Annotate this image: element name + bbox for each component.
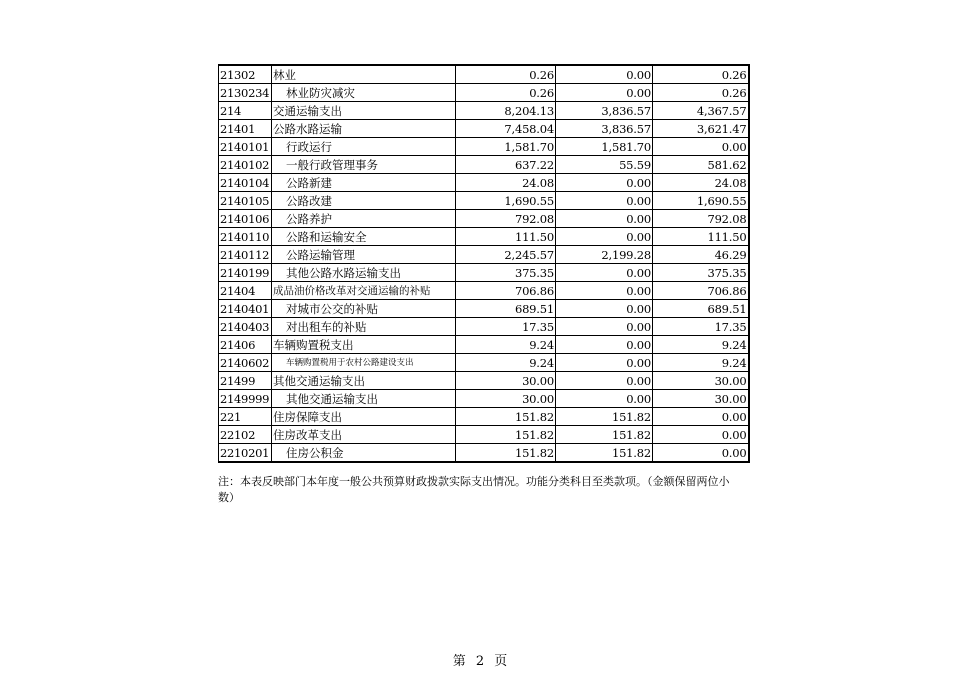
total-amount-cell: 30.00 xyxy=(456,390,556,408)
table-note: 注：本表反映部门本年度一般公共预算财政拨款实际支出情况。功能分类科目至类款项。（金额保留两位小数） xyxy=(218,475,730,504)
table-row xyxy=(219,354,749,372)
basic-expense-cell: 3,836.57 xyxy=(556,102,653,120)
project-expense-cell: 4,367.57 xyxy=(653,102,749,120)
basic-expense-cell: 0.00 xyxy=(556,336,653,354)
project-expense-cell: 17.35 xyxy=(653,318,749,336)
project-expense-cell: 375.35 xyxy=(653,264,749,282)
total-amount-cell: 0.26 xyxy=(456,65,556,84)
subject-code-cell: 21499 xyxy=(219,372,272,390)
project-expense-cell: 1,690.55 xyxy=(653,192,749,210)
project-expense-cell: 9.24 xyxy=(653,336,749,354)
subject-name-cell: 交通运输支出 xyxy=(272,102,456,120)
subject-name-cell: 住房保障支出 xyxy=(272,408,456,426)
subject-code-cell: 2140104 xyxy=(219,174,272,192)
subject-code-cell: 2140106 xyxy=(219,210,272,228)
total-amount-cell: 151.82 xyxy=(456,408,556,426)
project-expense-cell: 111.50 xyxy=(653,228,749,246)
table-row xyxy=(219,102,749,120)
subject-code-cell: 21401 xyxy=(219,120,272,138)
total-amount-cell: 706.86 xyxy=(456,282,556,300)
project-expense-cell: 581.62 xyxy=(653,156,749,174)
subject-name-cell: 其他交通运输支出 xyxy=(272,372,456,390)
project-expense-cell: 689.51 xyxy=(653,300,749,318)
total-amount-cell: 9.24 xyxy=(456,336,556,354)
basic-expense-cell: 2,199.28 xyxy=(556,246,653,264)
basic-expense-cell: 0.00 xyxy=(556,318,653,336)
total-amount-cell: 30.00 xyxy=(456,372,556,390)
basic-expense-cell: 151.82 xyxy=(556,444,653,463)
subject-code-cell: 2130234 xyxy=(219,84,272,102)
subject-code-cell: 2140199 xyxy=(219,264,272,282)
basic-expense-cell: 151.82 xyxy=(556,426,653,444)
subject-code-cell: 2140101 xyxy=(219,138,272,156)
subject-name-cell: 成品油价格改革对交通运输的补贴 xyxy=(272,282,456,300)
table-row xyxy=(219,336,749,354)
subject-name-cell: 公路新建 xyxy=(272,174,456,192)
table-row xyxy=(219,228,749,246)
table-row xyxy=(219,264,749,282)
budget-table xyxy=(218,64,750,463)
table-row xyxy=(219,65,749,84)
subject-name-cell: 公路改建 xyxy=(272,192,456,210)
table-row xyxy=(219,156,749,174)
total-amount-cell: 111.50 xyxy=(456,228,556,246)
total-amount-cell: 7,458.04 xyxy=(456,120,556,138)
subject-name-cell: 对城市公交的补贴 xyxy=(272,300,456,318)
basic-expense-cell: 1,581.70 xyxy=(556,138,653,156)
subject-code-cell: 22102 xyxy=(219,426,272,444)
project-expense-cell: 46.29 xyxy=(653,246,749,264)
subject-name-cell: 住房公积金 xyxy=(272,444,456,463)
project-expense-cell: 30.00 xyxy=(653,372,749,390)
subject-code-cell: 221 xyxy=(219,408,272,426)
subject-name-cell: 一般行政管理事务 xyxy=(272,156,456,174)
subject-code-cell: 21302 xyxy=(219,65,272,84)
subject-name-cell: 公路和运输安全 xyxy=(272,228,456,246)
subject-code-cell: 2140602 xyxy=(219,354,272,372)
basic-expense-cell: 3,836.57 xyxy=(556,120,653,138)
project-expense-cell: 0.26 xyxy=(653,84,749,102)
project-expense-cell: 24.08 xyxy=(653,174,749,192)
page-number-footer xyxy=(0,650,960,669)
total-amount-cell: 151.82 xyxy=(456,426,556,444)
table-row xyxy=(219,174,749,192)
project-expense-cell: 792.08 xyxy=(653,210,749,228)
project-expense-cell: 0.00 xyxy=(653,426,749,444)
subject-code-cell: 214 xyxy=(219,102,272,120)
table-row xyxy=(219,246,749,264)
subject-name-cell: 其他交通运输支出 xyxy=(272,390,456,408)
subject-code-cell: 2140112 xyxy=(219,246,272,264)
subject-name-cell: 林业防灾减灾 xyxy=(272,84,456,102)
table-row xyxy=(219,210,749,228)
table-row xyxy=(219,300,749,318)
total-amount-cell: 375.35 xyxy=(456,264,556,282)
subject-name-cell: 其他公路水路运输支出 xyxy=(272,264,456,282)
subject-name-cell: 住房改革支出 xyxy=(272,426,456,444)
subject-code-cell: 21404 xyxy=(219,282,272,300)
basic-expense-cell: 0.00 xyxy=(556,300,653,318)
table-row xyxy=(219,84,749,102)
project-expense-cell: 0.00 xyxy=(653,408,749,426)
basic-expense-cell: 0.00 xyxy=(556,210,653,228)
total-amount-cell: 8,204.13 xyxy=(456,102,556,120)
subject-name-cell: 车辆购置税用于农村公路建设支出 xyxy=(272,354,456,372)
table-row xyxy=(219,390,749,408)
subject-code-cell: 2140110 xyxy=(219,228,272,246)
page-suffix: 页 xyxy=(494,654,508,669)
project-expense-cell: 3,621.47 xyxy=(653,120,749,138)
project-expense-cell: 0.00 xyxy=(653,138,749,156)
total-amount-cell: 24.08 xyxy=(456,174,556,192)
total-amount-cell: 151.82 xyxy=(456,444,556,463)
subject-code-cell: 2140102 xyxy=(219,156,272,174)
subject-code-cell: 2140403 xyxy=(219,318,272,336)
page-prefix: 第 xyxy=(452,654,466,669)
subject-name-cell: 林业 xyxy=(272,65,456,84)
project-expense-cell: 0.00 xyxy=(653,444,749,463)
table-row xyxy=(219,282,749,300)
total-amount-cell: 9.24 xyxy=(456,354,556,372)
table-row xyxy=(219,426,749,444)
subject-name-cell: 公路水路运输 xyxy=(272,120,456,138)
subject-name-cell: 车辆购置税支出 xyxy=(272,336,456,354)
total-amount-cell: 0.26 xyxy=(456,84,556,102)
basic-expense-cell: 55.59 xyxy=(556,156,653,174)
page-number: 2 xyxy=(475,654,485,669)
subject-name-cell: 公路运输管理 xyxy=(272,246,456,264)
table-row xyxy=(219,318,749,336)
table-body xyxy=(219,65,749,462)
subject-name-cell: 公路养护 xyxy=(272,210,456,228)
subject-name-cell: 对出租车的补贴 xyxy=(272,318,456,336)
table-row xyxy=(219,120,749,138)
basic-expense-cell: 0.00 xyxy=(556,65,653,84)
basic-expense-cell: 0.00 xyxy=(556,174,653,192)
subject-code-cell: 2210201 xyxy=(219,444,272,463)
table-row xyxy=(219,372,749,390)
subject-code-cell: 2149999 xyxy=(219,390,272,408)
basic-expense-cell: 0.00 xyxy=(556,372,653,390)
basic-expense-cell: 0.00 xyxy=(556,84,653,102)
basic-expense-cell: 0.00 xyxy=(556,228,653,246)
total-amount-cell: 1,690.55 xyxy=(456,192,556,210)
basic-expense-cell: 151.82 xyxy=(556,408,653,426)
subject-code-cell: 2140105 xyxy=(219,192,272,210)
basic-expense-cell: 0.00 xyxy=(556,282,653,300)
table-row xyxy=(219,408,749,426)
total-amount-cell: 637.22 xyxy=(456,156,556,174)
subject-code-cell: 21406 xyxy=(219,336,272,354)
basic-expense-cell: 0.00 xyxy=(556,354,653,372)
project-expense-cell: 30.00 xyxy=(653,390,749,408)
basic-expense-cell: 0.00 xyxy=(556,192,653,210)
subject-name-cell: 行政运行 xyxy=(272,138,456,156)
total-amount-cell: 2,245.57 xyxy=(456,246,556,264)
subject-code-cell: 2140401 xyxy=(219,300,272,318)
total-amount-cell: 17.35 xyxy=(456,318,556,336)
project-expense-cell: 9.24 xyxy=(653,354,749,372)
basic-expense-cell: 0.00 xyxy=(556,390,653,408)
table-row xyxy=(219,192,749,210)
table-row xyxy=(219,444,749,463)
total-amount-cell: 1,581.70 xyxy=(456,138,556,156)
table-row xyxy=(219,138,749,156)
total-amount-cell: 689.51 xyxy=(456,300,556,318)
project-expense-cell: 706.86 xyxy=(653,282,749,300)
basic-expense-cell: 0.00 xyxy=(556,264,653,282)
project-expense-cell: 0.26 xyxy=(653,65,749,84)
total-amount-cell: 792.08 xyxy=(456,210,556,228)
